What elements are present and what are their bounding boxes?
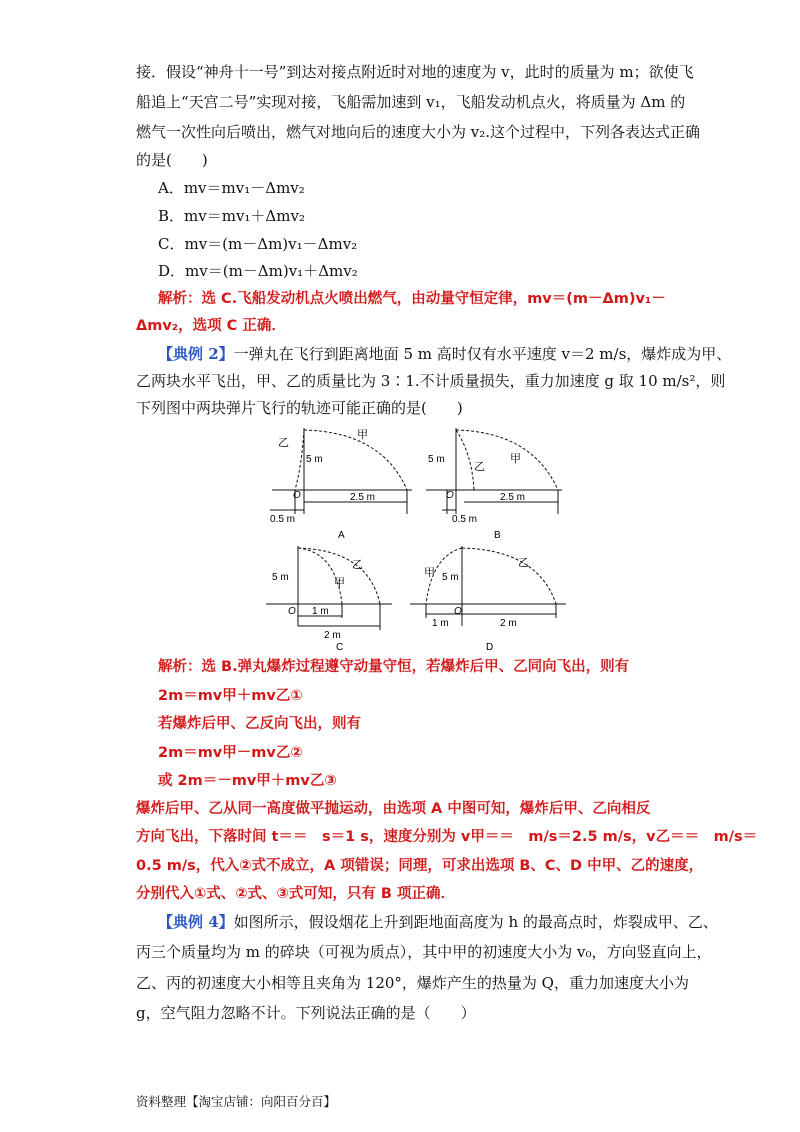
label-jia: 甲 <box>357 429 368 441</box>
left-distance-label: 0.5 m <box>452 514 478 525</box>
label-jia: 甲 <box>510 453 521 465</box>
right-distance-label: 2.5 m <box>500 492 526 503</box>
question-text-line: 的是( ) <box>136 151 208 169</box>
example-text-line: 乙、丙的初速度大小相等且夹角为 120°，爆炸产生的热量为 Q，重力加速度大小为 <box>136 974 689 992</box>
answer-line: 爆炸后甲、乙从同一高度做平抛运动，由选项 A 中图可知，爆炸后甲、乙向相反 <box>136 801 651 817</box>
answer-line: 若爆炸后甲、乙反向飞出，则有 <box>158 716 361 732</box>
origin-label: O <box>446 490 454 501</box>
example-2-first-line <box>158 344 731 364</box>
trajectory-figure-c <box>262 542 402 654</box>
page-footer: 资料整理【淘宝店铺：向阳百分百】 <box>136 1094 337 1109</box>
example-text: 如图所示，假设烟花上升到距地面高度为 h 的最高点时，炸裂成甲、乙、 <box>233 913 718 931</box>
answer-line: 解析：选 B.弹丸爆炸过程遵守动量守恒，若爆炸后甲、乙同向飞出，则有 <box>158 659 630 675</box>
left-distance-label: 1 m <box>432 618 449 629</box>
equation-3: 或 2m＝－mv甲＋mv乙③ <box>158 773 337 789</box>
trajectory-figure-a <box>262 424 422 542</box>
answer-line: 0.5 m/s，代入②式不成立，A 项错误；同理，可求出选项 B、C、D 中甲、乙的速度， <box>136 858 704 874</box>
right-distance-label: 2 m <box>500 618 517 629</box>
example-text-line: 下列图中两块弹片飞行的轨迹可能正确的是( ) <box>136 399 463 417</box>
figure-caption: A <box>338 530 345 541</box>
label-yi: 乙 <box>352 559 363 571</box>
label-yi: 乙 <box>474 461 485 473</box>
option-b: B．mv＝mv₁＋Δmv₂ <box>158 207 305 225</box>
option-d: D．mv＝(m－Δm)v₁＋Δmv₂ <box>158 262 358 280</box>
example-text-line: 丙三个质量均为 m 的碎块（可视为质点），其中甲的初速度大小为 v₀，方向竖直向上， <box>136 943 712 961</box>
example-text-line: 乙两块水平飞出，甲、乙的质量比为 3∶1.不计质量损失，重力加速度 g 取 10 m/s²，则 <box>136 372 726 390</box>
answer-line: Δmv₂，选项 C 正确． <box>136 318 286 334</box>
equation-1: 2m＝mv甲＋mv乙① <box>158 688 303 704</box>
answer-line: 解析：选 C.飞船发动机点火喷出燃气，由动量守恒定律，mv＝(m－Δm)v₁－ <box>158 291 666 307</box>
trajectory-figure-d <box>406 542 572 654</box>
figure-caption: D <box>486 642 494 653</box>
trajectory-figure-b <box>422 424 572 542</box>
origin-label: O <box>293 490 301 501</box>
label-jia: 甲 <box>334 577 345 589</box>
example-4-first-line <box>158 912 718 932</box>
height-label: 5 m <box>442 572 459 583</box>
height-label: 5 m <box>272 572 289 583</box>
option-c: C．mv＝(m－Δm)v₁－Δmv₂ <box>158 235 358 253</box>
right-distance-label: 2.5 m <box>350 492 376 503</box>
question-text-line: 燃气一次性向后喷出，燃气对地向后的速度大小为 v₂.这个过程中，下列各表达式正确 <box>136 123 701 141</box>
example-text: 一弹丸在飞行到距离地面 5 m 高时仅有水平速度 v＝2 m/s，爆炸成为甲、 <box>233 345 732 363</box>
figure-caption: B <box>494 530 501 541</box>
origin-label: O <box>288 606 296 617</box>
height-label: 5 m <box>428 454 445 465</box>
distance-2m-label: 2 m <box>324 630 341 641</box>
origin-label: O <box>454 606 462 617</box>
equation-2: 2m＝mv甲－mv乙② <box>158 745 303 761</box>
label-jia: 甲 <box>424 567 435 579</box>
example-text-line: g，空气阻力忽略不计。下列说法正确的是（ ） <box>136 1004 476 1022</box>
left-distance-label: 0.5 m <box>270 514 296 525</box>
figure-caption: C <box>336 642 344 653</box>
example-tag: 【典例 2】 <box>158 345 234 363</box>
label-yi: 乙 <box>518 557 529 569</box>
option-a: A．mv＝mv₁－Δmv₂ <box>158 179 305 197</box>
example-tag: 【典例 4】 <box>158 913 234 931</box>
distance-1m-label: 1 m <box>312 606 329 617</box>
height-label: 5 m <box>306 454 323 465</box>
question-text-line: 接．假设“神舟十一号”到达对接点附近时对地的速度为 v，此时的质量为 m；欲使飞 <box>136 63 694 81</box>
question-text-line: 船追上“天宫二号”实现对接，飞船需加速到 v₁，飞船发动机点火，将质量为 Δm 的 <box>136 93 686 111</box>
label-yi: 乙 <box>278 437 289 449</box>
answer-line: 分别代入①式、②式、③式可知，只有 B 项正确． <box>136 886 455 902</box>
answer-line: 方向飞出，下落时间 t＝＝ s＝1 s，速度分别为 v甲＝＝ m/s＝2.5 m/s，v乙＝＝ m/s＝ <box>136 829 758 845</box>
